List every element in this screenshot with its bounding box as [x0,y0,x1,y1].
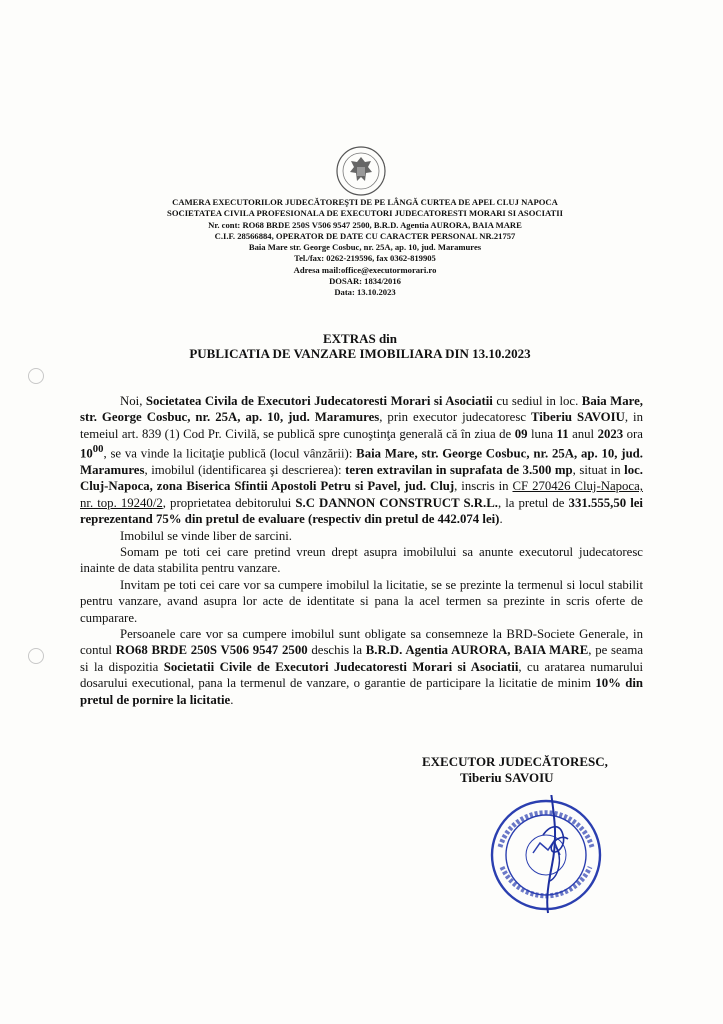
text: deschis la [307,643,366,658]
punch-hole-mark [28,368,44,384]
bold-text: 09 [514,426,528,441]
paragraph-guarantee [80,626,643,708]
bold-text: teren extravilan in suprafata de 3.500 mp [345,462,573,477]
bold-text: S.C DANNON CONSTRUCT S.R.L. [295,495,498,510]
letterhead-account: Nr. cont: RO68 BRDE 250S V506 9547 2500, B.R.D. Agentia AURORA, BAIA MARE [208,219,522,230]
letterhead-email: Adresa mail:office@executormorari.ro [293,264,437,275]
bold-text: 10 [80,446,93,461]
text: cu sediul in loc. [492,394,582,408]
signature-role: EXECUTOR JUDECĂTORESC, [422,754,608,769]
romania-coat-of-arms-seal [335,145,387,197]
bold-text: loc. Cluj-Napoca, zona Biserica Sfintii Apostoli Petru si Pavel, jud. Cluj [80,462,643,494]
letterhead-date: Data: 13.10.2023 [334,287,396,298]
bold-text: Baia Mare, str. George Cosbuc, nr. 25A, ap. 10, jud. Maramures [80,446,643,477]
text: Noi, [120,394,146,408]
bold-text: Societatii Civile de Executori Judecatoresti Morari si Asociatii [163,659,519,674]
text: , la pretul de [497,495,569,510]
letterhead-chamber: CAMERA EXECUTORILOR JUDECĂTOREŞTI DE PE LÂNGĂ CURTEA DE APEL CLUJ NAPOCA [172,197,558,207]
text: , cu aratarea numarului dosarului executional, pana la termenul de vanzare, o garantie de participare la licitatie de minim [80,659,644,691]
paragraph-invitation: Invitam pe toti cei care vor sa cumpere imobilul la licitatie, se se prezinte la termenul si locul stabilit pentru vanzare, avand asupra lor acte de identitate si pana la acel termen sa prezinte in scris oferte de cumparare. [80,577,643,625]
text: . [230,692,234,707]
paragraph-sale-notice [80,393,643,528]
paragraph-summons: Somam pe toti cei care pretind vreun drept asupra imobilului sa anunte executorul judecatoresc inainte de data stabilita pentru vanzare. [80,544,643,576]
text: ora [623,426,643,441]
text: , pe seama si la dispozitia [80,643,643,674]
letterhead-address: Baia Mare str. George Cosbuc, nr. 25A, ap. 10, jud. Maramures [248,242,482,253]
bold-text: Societatea Civila de Executori Judecatoresti Morari si Asociatii [145,394,493,408]
text: , situat in [572,462,625,477]
punch-hole-mark [28,648,44,664]
title-line-2: PUBLICATIA DE VANZARE IMOBILIARA DIN 13.10.2023 [189,346,531,361]
text: , prin executor judecatoresc [379,410,531,425]
text: anul [568,426,598,441]
signature-block [422,754,642,786]
bold-text: Tiberiu SAVOIU [531,410,625,425]
signature-name: Tiberiu SAVOIU [460,770,554,785]
text: . [499,512,503,527]
bold-text: Baia Mare, str. George Cosbuc, nr. 25A, ap. 10, jud. Maramures [80,394,643,425]
letterhead-cif: C.I.F. 28566884, OPERATOR DE DATE CU CARACTER PERSONAL NR.21757 [214,230,516,241]
letterhead-file-number: DOSAR: 1834/2016 [329,276,401,287]
document-body [80,393,643,708]
letterhead-phone: Tel./fax: 0262-219596, fax 0362-819905 [294,253,436,264]
bold-text: 10% din pretul de pornire la licitatie [80,676,644,707]
underlined-text: CF 270426 Cluj-Napoca, nr. top. 19240/2 [80,479,643,510]
superscript: 00 [92,444,104,456]
text: , se va vinde la licitaţie publică (locul vânzării): [103,446,357,461]
letterhead-company: SOCIETATEA CIVILA PROFESIONALA DE EXECUTORI JUDECATORESTI MORARI SI ASOCIATII [167,208,563,219]
document-title [80,331,640,361]
letterhead [95,197,635,299]
paragraph-no-encumbrances: Imobilul se vinde liber de sarcini. [120,528,293,543]
text: , inscris in [454,479,513,494]
title-line-1: EXTRAS din [322,331,398,346]
text: , proprietatea debitorului [162,495,296,510]
text: , imobilul (identificarea şi descrierea): [144,462,346,477]
bold-text: 11 [556,426,569,441]
text: luna [527,426,557,441]
text: Persoanele care vor sa cumpere imobilul sunt obligate sa consemneze la BRD-Societe Generale, in contul [80,626,643,658]
bold-text: 331.555,50 lei reprezentand 75% din pretul de evaluare (respectiv din pretul de 442.074 lei) [80,495,643,527]
bold-text: RO68 BRDE 250S V506 9547 2500 [115,643,308,658]
text: , in temeiul art. 839 (1) Cod Pr. Civilă, se publică spre cunoştinţa generală că în ziua de [80,410,644,441]
official-stamp-with-signature [488,795,608,915]
bold-text: B.R.D. Agentia AURORA, BAIA MARE [365,643,589,658]
bold-text: 2023 [597,426,624,441]
